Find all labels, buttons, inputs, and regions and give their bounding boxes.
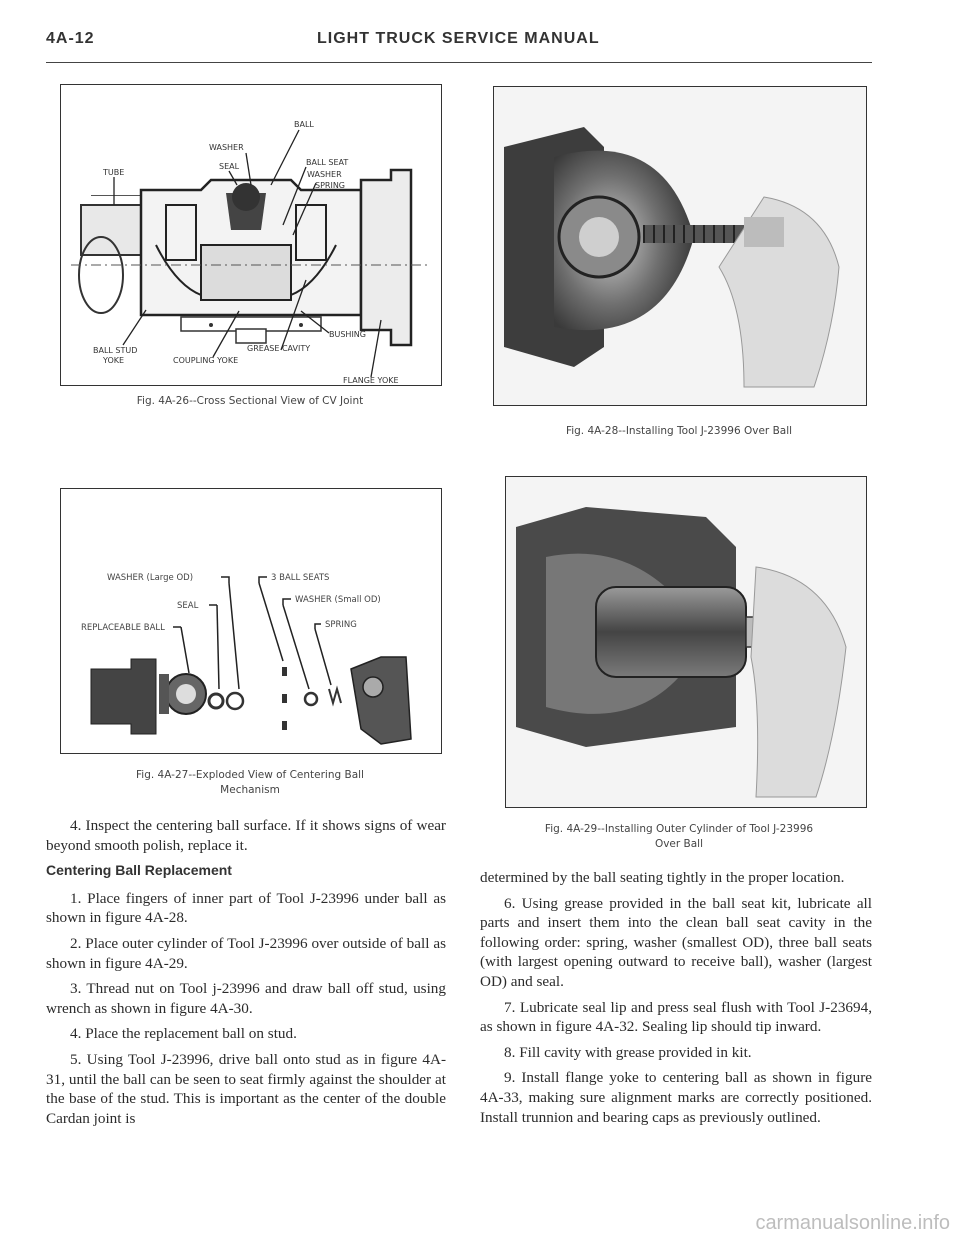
paragraph-continued: determined by the ball seating tightly in the proper location.	[480, 869, 845, 886]
figure-exploded-centering-ball	[60, 488, 442, 754]
step-8: 8. Fill cavity with grease provided in kit.	[504, 1043, 752, 1061]
label-spring: SPRING	[315, 181, 346, 190]
step-1: 1. Place fingers of inner part of Tool J-23996 under ball as shown in figure 4A-28.	[46, 889, 446, 927]
caption-fig-28: Fig. 4A-28--Installing Tool J-23996 Over Ball	[565, 425, 793, 437]
left-column-text	[46, 816, 446, 1134]
manual-title: LIGHT TRUCK SERVICE MANUAL	[317, 30, 600, 47]
page-header	[0, 26, 960, 56]
label-ball: BALL	[294, 120, 314, 129]
label-ball-seat: BALL SEAT	[306, 158, 349, 167]
caption-fig-29	[493, 822, 865, 852]
label-washer-2: WASHER	[307, 170, 342, 179]
label-washer-small-od: WASHER (Small OD)	[295, 595, 381, 605]
label-seal: SEAL	[219, 162, 240, 171]
step-9: 9. Install flange yoke to centering ball as shown in figure 4A-33, making sure alignment marks are correctly positioned. Install trunnion and bearing caps as previously outlined.	[480, 1069, 872, 1126]
caption-fig-27	[60, 768, 440, 798]
label-ball-stud: BALL STUD	[93, 346, 138, 355]
label-3-ball-seats: 3 BALL SEATS	[271, 573, 330, 583]
page-number: 4A-12	[46, 30, 95, 47]
caption-fig-27-line2: Mechanism	[220, 784, 280, 796]
caption-fig-29-line1: Fig. 4A-29--Installing Outer Cylinder of Tool J-23996	[544, 823, 814, 835]
label-flange-yoke: FLANGE YOKE	[343, 376, 399, 385]
exploded-view-diagram	[61, 489, 441, 753]
photo-tool-over-ball	[494, 87, 866, 405]
header-rule	[46, 62, 872, 63]
label-washer-large-od: WASHER (Large OD)	[107, 573, 194, 583]
step-5: 5. Using Tool J-23996, drive ball onto stud as in figure 4A-31, until the ball can be seen to seat firmly against the shoulder at the base of the stud. This is important as the center of the double Cardan joint is	[46, 1050, 446, 1127]
step-2: 2. Place outer cylinder of Tool J-23996 over outside of ball as shown in figure 4A-29.	[46, 934, 446, 972]
label-replaceable-ball: REPLACEABLE BALL	[81, 623, 165, 633]
caption-fig-26: Fig. 4A-26--Cross Sectional View of CV Joint	[136, 395, 364, 407]
figure-cv-joint-cross-section	[60, 84, 442, 386]
label-spring: SPRING	[325, 620, 357, 630]
photo-outer-cylinder	[506, 477, 866, 807]
figure-installing-tool-photo	[493, 86, 867, 406]
label-washer: WASHER	[209, 143, 244, 152]
step-3: 3. Thread nut on Tool j-23996 and draw ball off stud, using wrench as shown in figure 4A-30.	[46, 980, 446, 1017]
step-6: 6. Using grease provided in the ball seat kit, lubricate all parts and insert them into the clean ball seat cavity in the following order: spring, washer (smallest OD), three ball seats (with largest opening outward to receive ball), washer (largest OD) and seal.	[480, 894, 872, 990]
label-ball-stud-yoke: YOKE	[103, 356, 125, 365]
label-bushing: BUSHING	[329, 330, 366, 339]
caption-fig-29-line2: Over Ball	[654, 838, 704, 850]
label-coupling-yoke: COUPLING YOKE	[173, 356, 239, 365]
cv-joint-diagram	[61, 85, 441, 385]
caption-fig-27-line1: Fig. 4A-27--Exploded View of Centering Ball	[136, 769, 364, 781]
label-grease-cavity: GREASE CAVITY	[247, 344, 311, 353]
right-column-text	[480, 868, 872, 1133]
label-tube: TUBE	[103, 168, 125, 177]
paragraph-inspect-ball: 4. Inspect the centering ball surface. If it shows signs of wear beyond smooth polish, replace it.	[46, 817, 446, 854]
section-heading: Centering Ball Replacement	[46, 862, 232, 879]
step-4: 4. Place the replacement ball on stud.	[70, 1025, 297, 1043]
watermark: carmanualsonline.info	[755, 1212, 950, 1234]
label-seal: SEAL	[177, 601, 199, 611]
figure-outer-cylinder-photo	[505, 476, 867, 808]
step-7: 7. Lubricate seal lip and press seal flush with Tool J-23694, as shown in figure 4A-32. Sealing lip should tip inward.	[480, 998, 872, 1036]
